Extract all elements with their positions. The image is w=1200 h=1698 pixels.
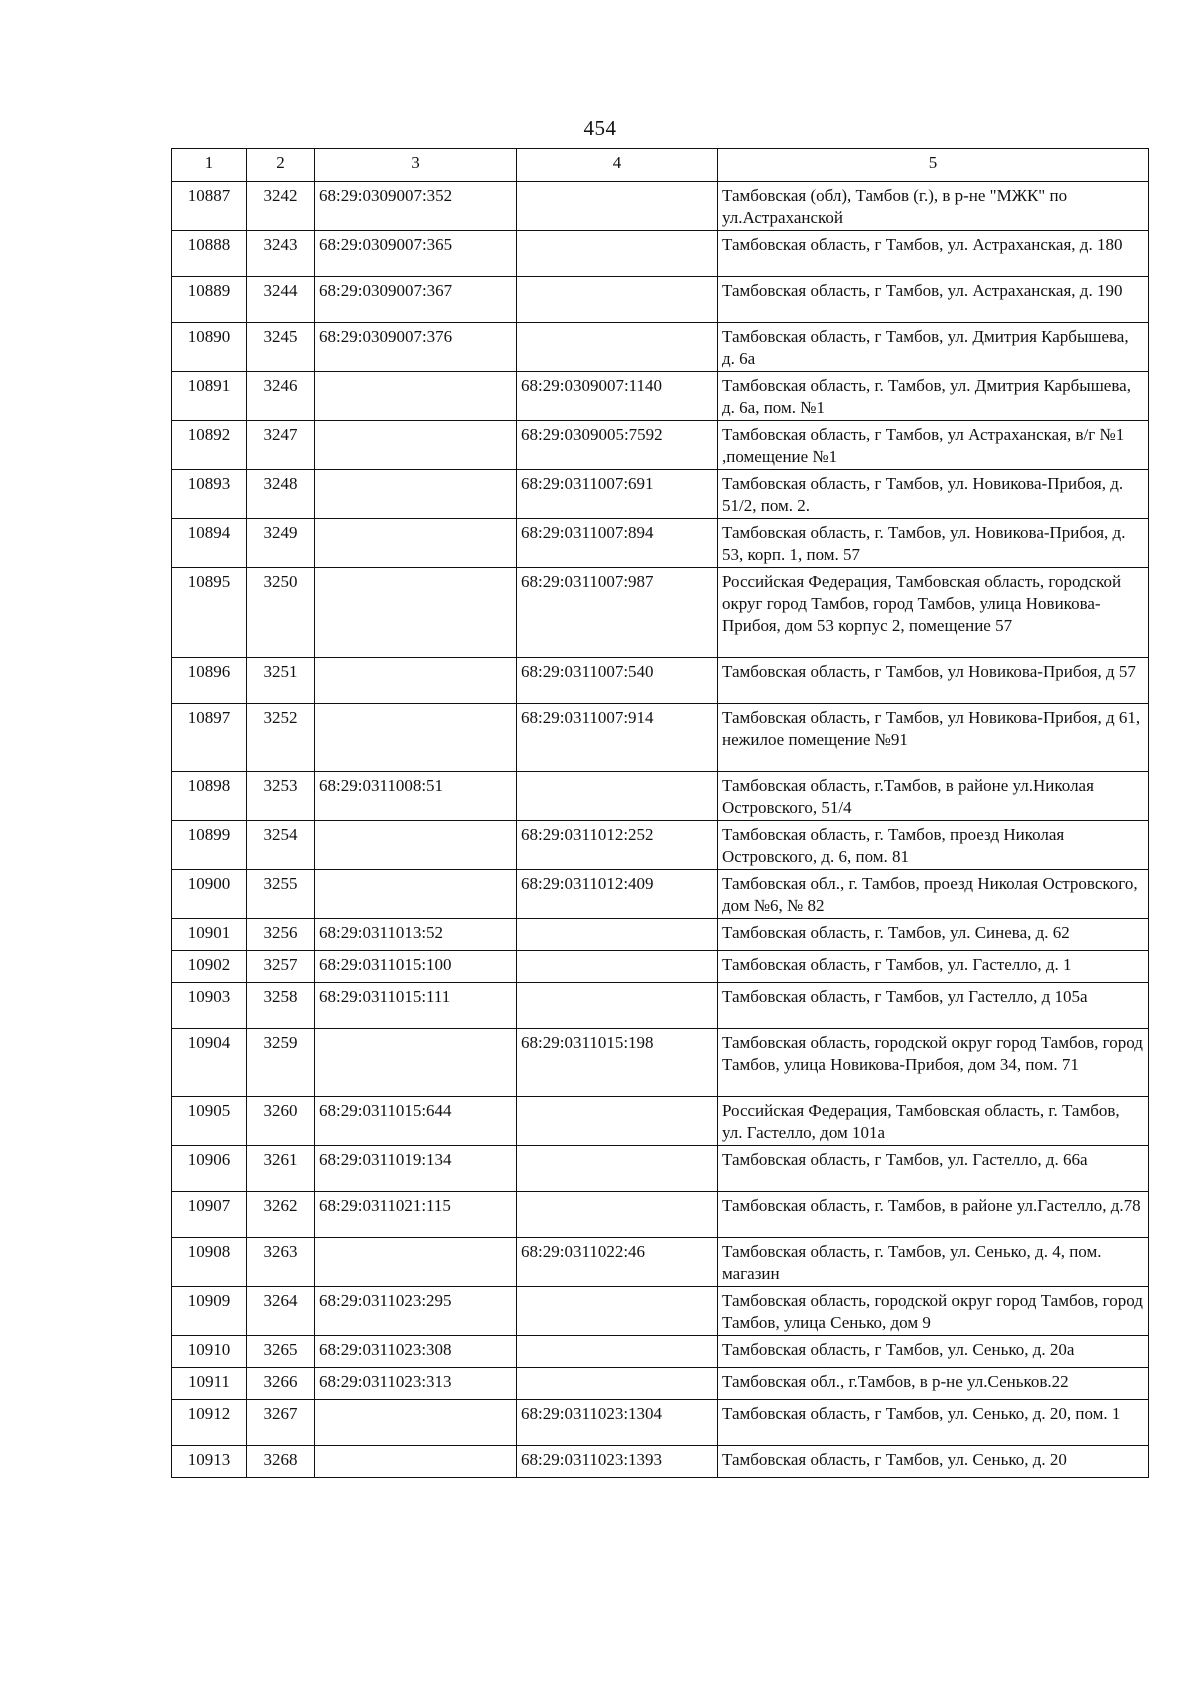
premises-cadastral-number-cell: 68:29:0311012:252 bbox=[517, 821, 718, 870]
premises-cadastral-number-cell: 68:29:0311015:198 bbox=[517, 1029, 718, 1097]
address-cell: Тамбовская область, г. Тамбов, проезд Николая Островского, д. 6, пом. 81 bbox=[718, 821, 1149, 870]
premises-cadastral-number-cell bbox=[517, 772, 718, 821]
land-cadastral-number-cell bbox=[315, 470, 517, 519]
table-row bbox=[172, 470, 1149, 519]
land-cadastral-number-cell: 68:29:0311023:313 bbox=[315, 1368, 517, 1400]
row-number-cell: 10889 bbox=[172, 277, 247, 323]
row-number-cell: 10901 bbox=[172, 919, 247, 951]
land-cadastral-number-cell: 68:29:0309007:376 bbox=[315, 323, 517, 372]
land-cadastral-number-cell bbox=[315, 568, 517, 658]
row-number-cell: 10906 bbox=[172, 1146, 247, 1192]
land-cadastral-number-cell bbox=[315, 821, 517, 870]
row-number-cell: 10888 bbox=[172, 231, 247, 277]
premises-cadastral-number-cell bbox=[517, 1146, 718, 1192]
entry-number-cell: 3261 bbox=[247, 1146, 315, 1192]
row-number-cell: 10893 bbox=[172, 470, 247, 519]
table-row bbox=[172, 1368, 1149, 1400]
premises-cadastral-number-cell bbox=[517, 951, 718, 983]
premises-cadastral-number-cell bbox=[517, 1336, 718, 1368]
land-cadastral-number-cell: 68:29:0311021:115 bbox=[315, 1192, 517, 1238]
table-row bbox=[172, 372, 1149, 421]
address-cell: Тамбовская область, г Тамбов, ул. Астраханская, д. 190 bbox=[718, 277, 1149, 323]
land-cadastral-number-cell bbox=[315, 658, 517, 704]
entry-number-cell: 3255 bbox=[247, 870, 315, 919]
land-cadastral-number-cell: 68:29:0309007:352 bbox=[315, 182, 517, 231]
entry-number-cell: 3254 bbox=[247, 821, 315, 870]
premises-cadastral-number-cell bbox=[517, 1287, 718, 1336]
premises-cadastral-number-cell: 68:29:0311007:987 bbox=[517, 568, 718, 658]
table-row bbox=[172, 919, 1149, 951]
premises-cadastral-number-cell bbox=[517, 231, 718, 277]
land-cadastral-number-cell: 68:29:0311013:52 bbox=[315, 919, 517, 951]
row-number-cell: 10900 bbox=[172, 870, 247, 919]
address-cell: Тамбовская область, городской округ город Тамбов, город Тамбов, улица Новикова-Прибоя, дом 34, пом. 71 bbox=[718, 1029, 1149, 1097]
premises-cadastral-number-cell bbox=[517, 1368, 718, 1400]
column-header-3: 3 bbox=[315, 149, 517, 182]
row-number-cell: 10897 bbox=[172, 704, 247, 772]
entry-number-cell: 3251 bbox=[247, 658, 315, 704]
land-cadastral-number-cell: 68:29:0311015:644 bbox=[315, 1097, 517, 1146]
address-cell: Тамбовская область, г. Тамбов, ул. Дмитрия Карбышева, д. 6а, пом. №1 bbox=[718, 372, 1149, 421]
address-cell: Тамбовская область, г Тамбов, ул. Новикова-Прибоя, д. 51/2, пом. 2. bbox=[718, 470, 1149, 519]
row-number-cell: 10913 bbox=[172, 1446, 247, 1478]
address-cell: Тамбовская область, г Тамбов, ул. Сенько, д. 20, пом. 1 bbox=[718, 1400, 1149, 1446]
premises-cadastral-number-cell: 68:29:0311012:409 bbox=[517, 870, 718, 919]
row-number-cell: 10890 bbox=[172, 323, 247, 372]
address-cell: Тамбовская область, г. Тамбов, в районе ул.Гастелло, д.78 bbox=[718, 1192, 1149, 1238]
row-number-cell: 10892 bbox=[172, 421, 247, 470]
entry-number-cell: 3250 bbox=[247, 568, 315, 658]
land-cadastral-number-cell bbox=[315, 421, 517, 470]
land-cadastral-number-cell bbox=[315, 1446, 517, 1478]
entry-number-cell: 3242 bbox=[247, 182, 315, 231]
premises-cadastral-number-cell: 68:29:0311007:914 bbox=[517, 704, 718, 772]
premises-cadastral-number-cell bbox=[517, 1192, 718, 1238]
address-cell: Тамбовская область, г. Тамбов, ул. Синева, д. 62 bbox=[718, 919, 1149, 951]
row-number-cell: 10887 bbox=[172, 182, 247, 231]
address-cell: Тамбовская область, г Тамбов, ул Астраханская, в/г №1 ,помещение №1 bbox=[718, 421, 1149, 470]
column-header-1: 1 bbox=[172, 149, 247, 182]
entry-number-cell: 3244 bbox=[247, 277, 315, 323]
address-cell: Тамбовская область, городской округ город Тамбов, город Тамбов, улица Сенько, дом 9 bbox=[718, 1287, 1149, 1336]
entry-number-cell: 3264 bbox=[247, 1287, 315, 1336]
table-row bbox=[172, 1146, 1149, 1192]
premises-cadastral-number-cell: 68:29:0311023:1393 bbox=[517, 1446, 718, 1478]
premises-cadastral-number-cell bbox=[517, 983, 718, 1029]
column-header-2: 2 bbox=[247, 149, 315, 182]
address-cell: Российская Федерация, Тамбовская область, городской округ город Тамбов, город Тамбов, улица Новикова-Прибоя, дом 53 корпус 2, помещение 57 bbox=[718, 568, 1149, 658]
page-number: 454 bbox=[583, 116, 617, 140]
land-cadastral-number-cell bbox=[315, 372, 517, 421]
land-cadastral-number-cell bbox=[315, 1238, 517, 1287]
land-cadastral-number-cell: 68:29:0309007:367 bbox=[315, 277, 517, 323]
entry-number-cell: 3267 bbox=[247, 1400, 315, 1446]
premises-cadastral-number-cell: 68:29:0309007:1140 bbox=[517, 372, 718, 421]
premises-cadastral-number-cell: 68:29:0311023:1304 bbox=[517, 1400, 718, 1446]
entry-number-cell: 3253 bbox=[247, 772, 315, 821]
row-number-cell: 10908 bbox=[172, 1238, 247, 1287]
address-cell: Тамбовская область, г. Тамбов, ул. Новикова-Прибоя, д. 53, корп. 1, пом. 57 bbox=[718, 519, 1149, 568]
entry-number-cell: 3249 bbox=[247, 519, 315, 568]
premises-cadastral-number-cell: 68:29:0309005:7592 bbox=[517, 421, 718, 470]
entry-number-cell: 3243 bbox=[247, 231, 315, 277]
row-number-cell: 10904 bbox=[172, 1029, 247, 1097]
entry-number-cell: 3248 bbox=[247, 470, 315, 519]
address-cell: Тамбовская область, г Тамбов, ул. Астраханская, д. 180 bbox=[718, 231, 1149, 277]
entry-number-cell: 3252 bbox=[247, 704, 315, 772]
land-cadastral-number-cell: 68:29:0311023:295 bbox=[315, 1287, 517, 1336]
row-number-cell: 10910 bbox=[172, 1336, 247, 1368]
entry-number-cell: 3258 bbox=[247, 983, 315, 1029]
entry-number-cell: 3268 bbox=[247, 1446, 315, 1478]
land-cadastral-number-cell: 68:29:0311015:111 bbox=[315, 983, 517, 1029]
premises-cadastral-number-cell: 68:29:0311007:894 bbox=[517, 519, 718, 568]
premises-cadastral-number-cell: 68:29:0311007:540 bbox=[517, 658, 718, 704]
premises-cadastral-number-cell bbox=[517, 1097, 718, 1146]
table-row bbox=[172, 983, 1149, 1029]
address-cell: Тамбовская область, г.Тамбов, в районе ул.Николая Островского, 51/4 bbox=[718, 772, 1149, 821]
registry-table bbox=[171, 148, 1149, 1478]
premises-cadastral-number-cell: 68:29:0311022:46 bbox=[517, 1238, 718, 1287]
column-header-4: 4 bbox=[517, 149, 718, 182]
row-number-cell: 10896 bbox=[172, 658, 247, 704]
land-cadastral-number-cell: 68:29:0311019:134 bbox=[315, 1146, 517, 1192]
row-number-cell: 10911 bbox=[172, 1368, 247, 1400]
entry-number-cell: 3256 bbox=[247, 919, 315, 951]
premises-cadastral-number-cell: 68:29:0311007:691 bbox=[517, 470, 718, 519]
address-cell: Российская Федерация, Тамбовская область, г. Тамбов, ул. Гастелло, дом 101а bbox=[718, 1097, 1149, 1146]
table-row bbox=[172, 1336, 1149, 1368]
column-header-5: 5 bbox=[718, 149, 1149, 182]
premises-cadastral-number-cell bbox=[517, 277, 718, 323]
table-row bbox=[172, 421, 1149, 470]
table-row bbox=[172, 951, 1149, 983]
entry-number-cell: 3266 bbox=[247, 1368, 315, 1400]
address-cell: Тамбовская обл., г. Тамбов, проезд Николая Островского, дом №6, № 82 bbox=[718, 870, 1149, 919]
address-cell: Тамбовская область, г Тамбов, ул Гастелло, д 105а bbox=[718, 983, 1149, 1029]
land-cadastral-number-cell bbox=[315, 1400, 517, 1446]
table-row bbox=[172, 821, 1149, 870]
land-cadastral-number-cell: 68:29:0309007:365 bbox=[315, 231, 517, 277]
table-row bbox=[172, 519, 1149, 568]
land-cadastral-number-cell: 68:29:0311023:308 bbox=[315, 1336, 517, 1368]
row-number-cell: 10902 bbox=[172, 951, 247, 983]
land-cadastral-number-cell: 68:29:0311008:51 bbox=[315, 772, 517, 821]
row-number-cell: 10905 bbox=[172, 1097, 247, 1146]
entry-number-cell: 3259 bbox=[247, 1029, 315, 1097]
row-number-cell: 10891 bbox=[172, 372, 247, 421]
row-number-cell: 10894 bbox=[172, 519, 247, 568]
table-row bbox=[172, 772, 1149, 821]
premises-cadastral-number-cell bbox=[517, 182, 718, 231]
row-number-cell: 10898 bbox=[172, 772, 247, 821]
address-cell: Тамбовская область, г Тамбов, ул Новикова-Прибоя, д 61, нежилое помещение №91 bbox=[718, 704, 1149, 772]
row-number-cell: 10909 bbox=[172, 1287, 247, 1336]
table-row bbox=[172, 704, 1149, 772]
land-cadastral-number-cell: 68:29:0311015:100 bbox=[315, 951, 517, 983]
table-row bbox=[172, 568, 1149, 658]
row-number-cell: 10912 bbox=[172, 1400, 247, 1446]
table-row bbox=[172, 658, 1149, 704]
table-row bbox=[172, 1238, 1149, 1287]
entry-number-cell: 3245 bbox=[247, 323, 315, 372]
address-cell: Тамбовская область, г Тамбов, ул. Сенько, д. 20а bbox=[718, 1336, 1149, 1368]
table-row bbox=[172, 1192, 1149, 1238]
address-cell: Тамбовская обл., г.Тамбов, в р-не ул.Сеньков.22 bbox=[718, 1368, 1149, 1400]
entry-number-cell: 3246 bbox=[247, 372, 315, 421]
table-row bbox=[172, 1446, 1149, 1478]
row-number-cell: 10895 bbox=[172, 568, 247, 658]
address-cell: Тамбовская область, г Тамбов, ул. Гастелло, д. 66а bbox=[718, 1146, 1149, 1192]
table-row bbox=[172, 231, 1149, 277]
row-number-cell: 10903 bbox=[172, 983, 247, 1029]
premises-cadastral-number-cell bbox=[517, 919, 718, 951]
table-row bbox=[172, 1097, 1149, 1146]
entry-number-cell: 3247 bbox=[247, 421, 315, 470]
table-row bbox=[172, 870, 1149, 919]
table-body bbox=[172, 182, 1149, 1478]
table-row bbox=[172, 277, 1149, 323]
entry-number-cell: 3263 bbox=[247, 1238, 315, 1287]
address-cell: Тамбовская область, г Тамбов, ул. Дмитрия Карбышева, д. 6а bbox=[718, 323, 1149, 372]
address-cell: Тамбовская область, г Тамбов, ул. Сенько, д. 20 bbox=[718, 1446, 1149, 1478]
address-cell: Тамбовская область, г Тамбов, ул Новикова-Прибоя, д 57 bbox=[718, 658, 1149, 704]
land-cadastral-number-cell bbox=[315, 704, 517, 772]
land-cadastral-number-cell bbox=[315, 870, 517, 919]
entry-number-cell: 3265 bbox=[247, 1336, 315, 1368]
entry-number-cell: 3260 bbox=[247, 1097, 315, 1146]
table-row bbox=[172, 1400, 1149, 1446]
row-number-cell: 10907 bbox=[172, 1192, 247, 1238]
table-row bbox=[172, 1287, 1149, 1336]
address-cell: Тамбовская (обл), Тамбов (г.), в р-не "МЖК" по ул.Астраханской bbox=[718, 182, 1149, 231]
address-cell: Тамбовская область, г Тамбов, ул. Гастелло, д. 1 bbox=[718, 951, 1149, 983]
table-row bbox=[172, 182, 1149, 231]
premises-cadastral-number-cell bbox=[517, 323, 718, 372]
entry-number-cell: 3262 bbox=[247, 1192, 315, 1238]
table-header-row bbox=[172, 149, 1149, 182]
entry-number-cell: 3257 bbox=[247, 951, 315, 983]
row-number-cell: 10899 bbox=[172, 821, 247, 870]
land-cadastral-number-cell bbox=[315, 1029, 517, 1097]
address-cell: Тамбовская область, г. Тамбов, ул. Сенько, д. 4, пом. магазин bbox=[718, 1238, 1149, 1287]
table-row bbox=[172, 1029, 1149, 1097]
table-row bbox=[172, 323, 1149, 372]
land-cadastral-number-cell bbox=[315, 519, 517, 568]
